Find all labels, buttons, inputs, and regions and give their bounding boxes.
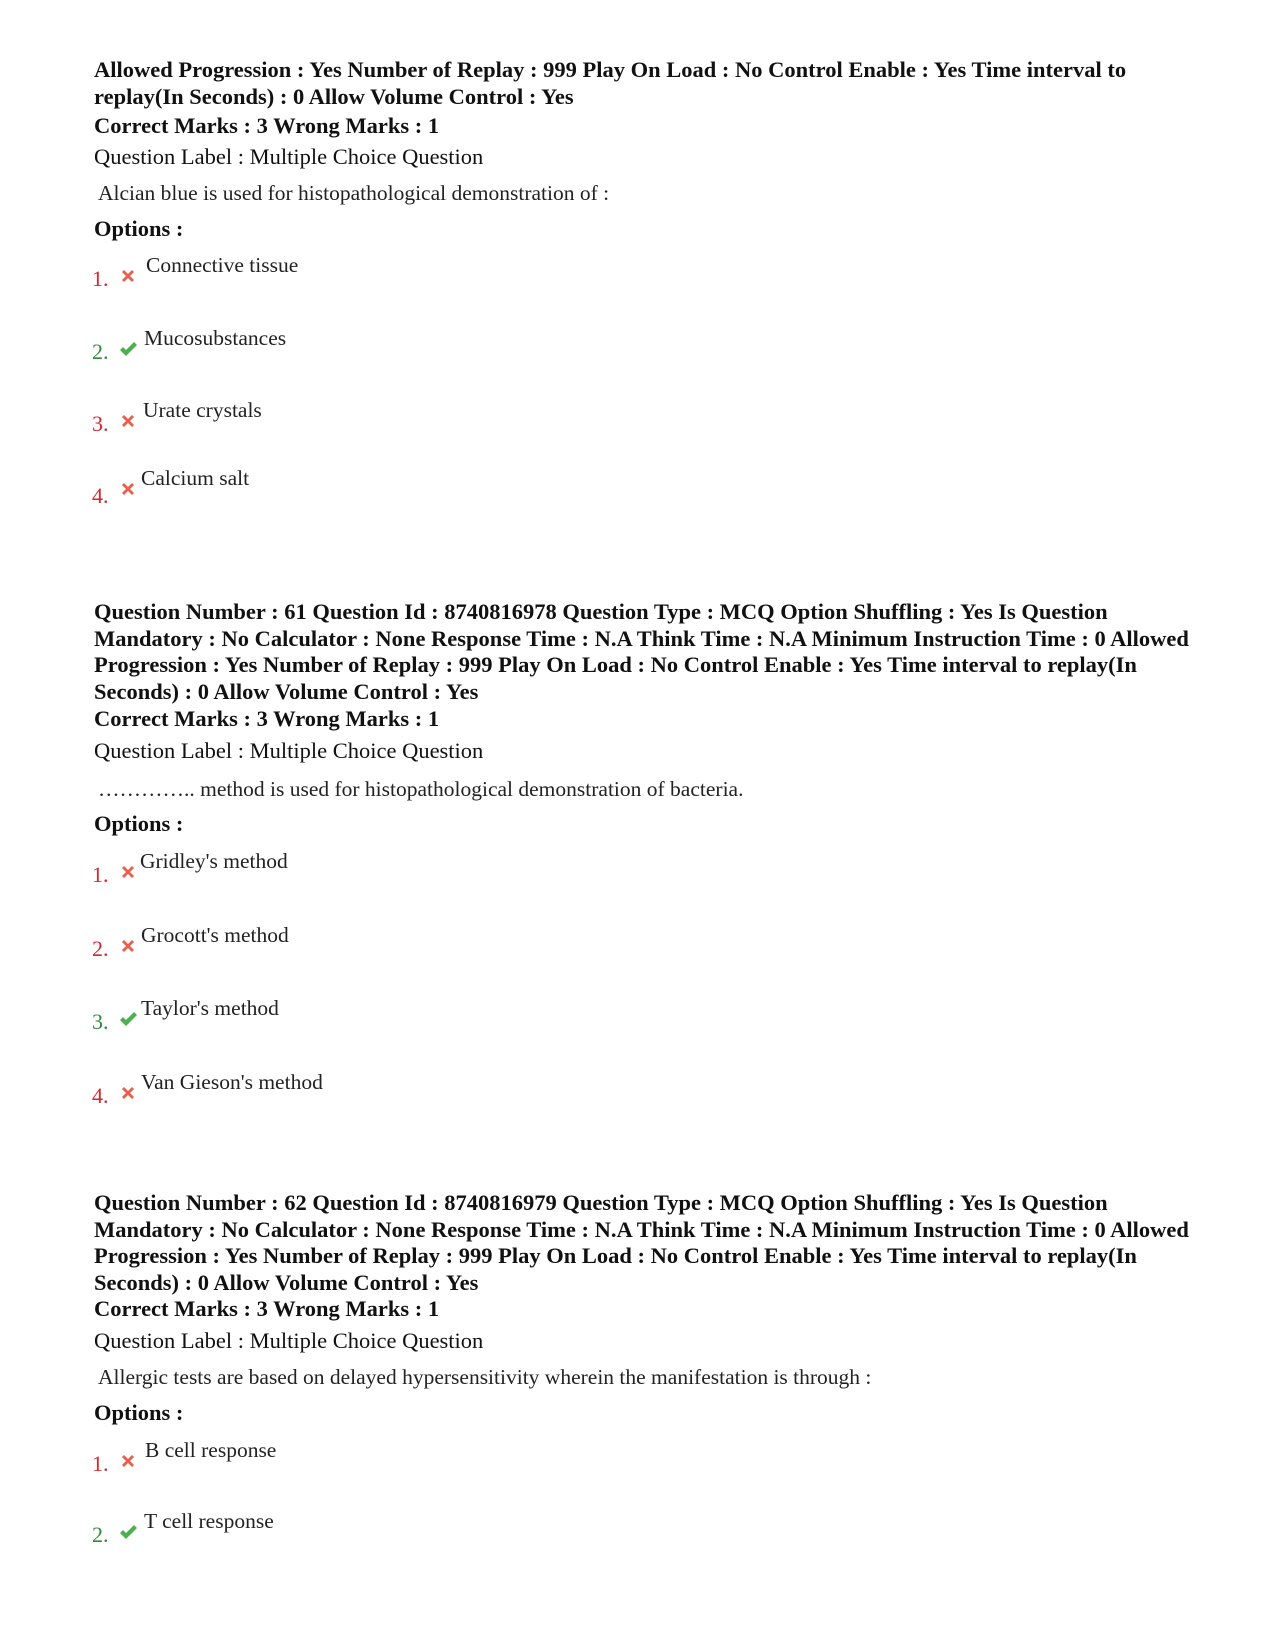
option-text: B cell response (145, 1438, 277, 1462)
question-marks: Correct Marks : 3 Wrong Marks : 1 (94, 1296, 440, 1321)
option-item (92, 325, 792, 365)
option-text: Grocott's method (141, 923, 289, 947)
option-text: Connective tissue (146, 253, 299, 277)
option-item (92, 1508, 792, 1548)
option-number: 2. (92, 1522, 109, 1547)
option-text: Mucosubstances (144, 326, 287, 350)
question-label: Question Label : Multiple Choice Question (94, 144, 484, 169)
options-heading: Options : (94, 1400, 184, 1425)
option-number: 4. (92, 483, 109, 508)
question-text: Allergic tests are based on delayed hypersensitivity wherein the manifestation is through : (98, 1365, 872, 1389)
option-item (92, 1069, 792, 1109)
option-item (92, 252, 792, 292)
question-label: Question Label : Multiple Choice Question (94, 1328, 484, 1353)
question-marks: Correct Marks : 3 Wrong Marks : 1 (94, 706, 440, 731)
question-text: ………….. method is used for histopathological demonstration of bacteria. (98, 777, 744, 801)
option-item (92, 848, 792, 888)
question-meta: Question Number : 62 Question Id : 8740816979 Question Type : MCQ Option Shuffling : Yes Is Question Mandatory : No Calculator : None Response Time : N.A Think Time : N.A Minimum Instruction Time : 0 Allowed Progression : Yes Number of Replay : 999 Play On Load : No Control Enable : Yes Time interval to replay(In Seconds) : 0 Allow Volume Control : Yes (94, 1190, 1189, 1295)
option-text: Calcium salt (141, 466, 250, 490)
options-heading: Options : (94, 811, 184, 836)
option-text: T cell response (144, 1509, 274, 1533)
option-number: 2. (92, 936, 109, 961)
question-meta: Question Number : 61 Question Id : 8740816978 Question Type : MCQ Option Shuffling : Yes Is Question Mandatory : No Calculator : None Response Time : N.A Think Time : N.A Minimum Instruction Time : 0 Allowed Progression : Yes Number of Replay : 999 Play On Load : No Control Enable : Yes Time interval to replay(In Seconds) : 0 Allow Volume Control : Yes (94, 599, 1189, 704)
question-marks: Correct Marks : 3 Wrong Marks : 1 (94, 113, 440, 138)
option-number: 2. (92, 339, 109, 364)
cross-icon (118, 862, 138, 882)
cross-icon (118, 411, 138, 431)
cross-icon (118, 936, 138, 956)
option-text: Van Gieson's method (141, 1070, 323, 1094)
option-text: Gridley's method (140, 849, 288, 873)
option-item (92, 995, 792, 1035)
options-heading: Options : (94, 216, 184, 241)
option-item (92, 397, 792, 437)
cross-icon (118, 1083, 138, 1103)
check-icon (118, 1522, 138, 1542)
check-icon (118, 339, 138, 359)
option-number: 1. (92, 1451, 109, 1476)
option-number: 1. (92, 266, 109, 291)
option-item (92, 465, 792, 508)
option-item (92, 922, 792, 962)
option-text: Taylor's method (141, 996, 279, 1020)
question-label: Question Label : Multiple Choice Question (94, 738, 484, 763)
option-number: 4. (92, 1083, 109, 1108)
cross-icon (118, 266, 138, 286)
option-number: 1. (92, 862, 109, 887)
cross-icon (118, 1451, 138, 1471)
option-number: 3. (92, 411, 109, 436)
option-number: 3. (92, 1009, 109, 1034)
option-item (92, 1437, 792, 1477)
question-text: Alcian blue is used for histopathological demonstration of : (98, 181, 610, 205)
cross-icon (118, 479, 138, 499)
question-meta: Allowed Progression : Yes Number of Replay : 999 Play On Load : No Control Enable : Yes Time interval to replay(In Seconds) : 0 Allow Volume Control : Yes (94, 57, 1127, 109)
option-text: Urate crystals (143, 398, 262, 422)
check-icon (118, 1009, 138, 1029)
